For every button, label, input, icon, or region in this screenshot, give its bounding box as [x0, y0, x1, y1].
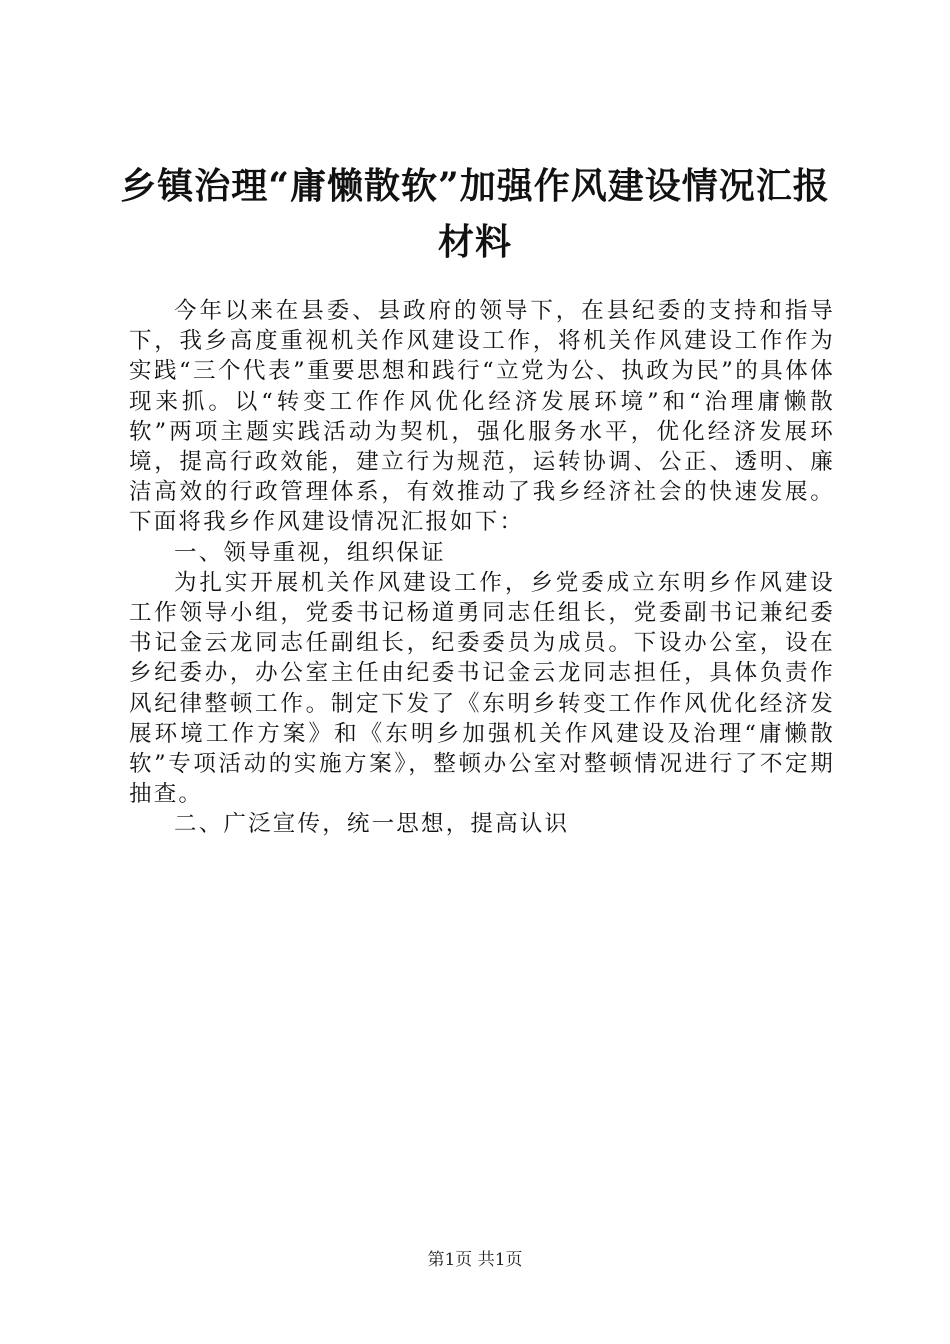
page-footer: 第1页 共1页: [427, 1250, 523, 1270]
section-heading-2: 二、广泛宣传，统一思想，提高认识: [174, 811, 570, 838]
document-body: [129, 296, 835, 840]
section-1-paragraph: 为扎实开展机关作风建设工作，乡党委成立东明乡作风建设工作领导小组，党委书记杨道勇同志任组长，党委副书记兼纪委书记金云龙同志任副组长，纪委委员为成员。下设办公室，设在乡纪委办，办公室主任由纪委书记金云龙同志担任，具体负责作风纪律整顿工作。制定下发了《东明乡转变工作作风优化经济发展环境工作方案》和《东明乡加强机关作风建设及治理“庸懒散软”专项活动的实施方案》，整顿办公室对整顿情况进行了不定期抽查。: [129, 569, 835, 808]
intro-paragraph: 今年以来在县委、县政府的领导下，在县纪委的支持和指导下，我乡高度重视机关作风建设工作，将机关作风建设工作作为实践“三个代表”重要思想和践行“立党为公、执政为民”的具体体现来抓。以“转变工作作风优化经济发展环境”和“治理庸懒散软”两项主题实践活动为契机，强化服务水平，优化经济发展环境，提高行政效能，建立行为规范，运转协调、公正、透明、廉洁高效的行政管理体系，有效推动了我乡经济社会的快速发展。下面将我乡作风建设情况汇报如下：: [129, 298, 835, 536]
document-title: 乡镇治理“庸懒散软”加强作风建设情况汇报材料: [120, 165, 830, 263]
section-heading-1: 一、领导重视，组织保证: [174, 539, 446, 566]
